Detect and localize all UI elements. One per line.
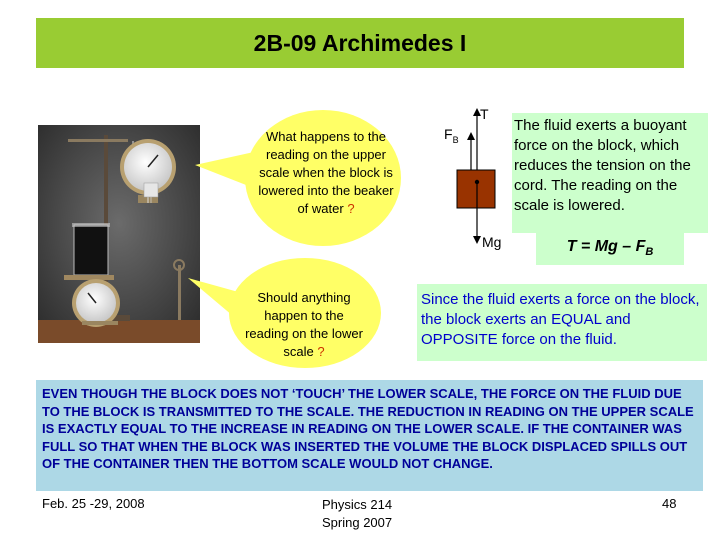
footer-course-line1: Physics 214	[322, 497, 393, 512]
buoyant-label-sub: B	[452, 134, 459, 145]
buoyant-label-main: F	[444, 126, 453, 142]
equation-main: T = Mg – F	[566, 238, 646, 255]
footer-date: Feb. 25 -29, 2008	[42, 496, 145, 511]
footer-course	[322, 496, 392, 532]
bottom-explanation-text: EVEN THOUGH THE BLOCK DOES NOT ‘TOUCH’ THE LOWER SCALE, THE FORCE ON THE FLUID DUE TO THE BLOCK IS TRANSMITTED TO THE SCALE. THE REDUCTION IN READING ON THE UPPER SCALE IS EXACTLY EQUAL TO THE INCREASE IN READING ON THE LOWER SCALE. IF THE CONTAINER WAS FULL SO THAT WHEN THE BLOCK WAS INSERTED THE VOLUME THE BLOCK DISPLACED SPILLS OUT OF THE CONTAINER THEN THE BOTTOM SCALE WOULD NOT CHANGE.	[42, 386, 694, 472]
upper-question-body: What happens to the reading on the upper scale when the block is lowered into the beaker of water	[258, 129, 394, 216]
lower-question-text	[242, 289, 366, 361]
buoyant-label	[444, 126, 459, 145]
lower-question-mark: ?	[317, 344, 325, 359]
force-explanation-text: The fluid exerts a buoyant force on the block, which reduces the tension on the cord. The reading on the scale is lowered.	[514, 117, 691, 214]
footer-course-line2: Spring 2007	[322, 515, 393, 530]
equal-opposite-text: Since the fluid exerts a force on the block, the block exerts an EQUAL and OPPOSITE force on the fluid.	[421, 291, 700, 348]
block	[457, 170, 495, 208]
tension-label: T	[480, 106, 489, 122]
tension-equation	[536, 238, 684, 258]
slide-title: 2B-09 Archimedes I	[253, 30, 467, 56]
equation-sub: B	[645, 246, 654, 259]
weight-label: Mg	[482, 234, 502, 250]
upper-question-mark: ?	[347, 201, 355, 216]
lower-question-body: Should anything happen to the reading on the lower scale	[245, 290, 363, 359]
page-number: 48	[662, 496, 677, 511]
upper-question-text	[255, 128, 397, 218]
